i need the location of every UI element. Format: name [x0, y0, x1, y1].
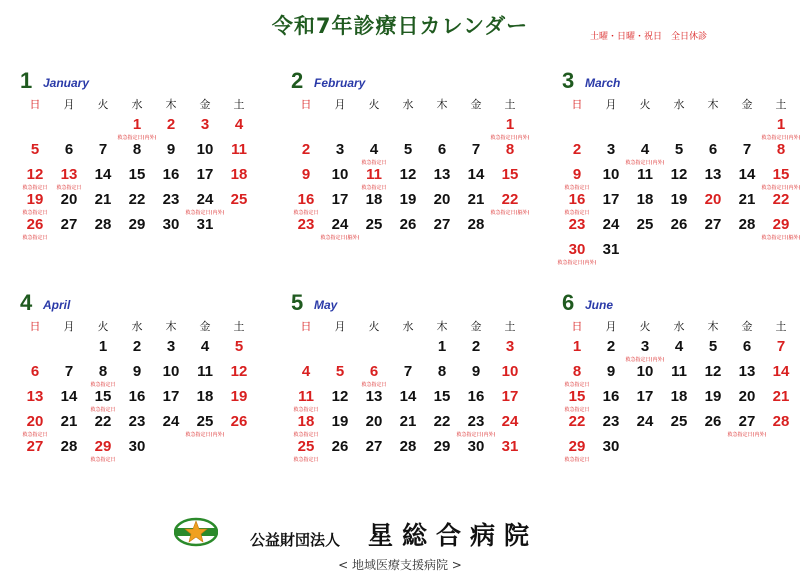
emergency-day-note: 救急指定日	[564, 382, 590, 388]
calendar-day: 23	[297, 216, 315, 233]
calendar-day: 21	[94, 191, 112, 208]
emergency-day-note: 救急指定日(内外)	[185, 210, 225, 216]
emergency-day-note: 救急指定日	[293, 457, 319, 463]
month-may	[289, 290, 547, 500]
calendar-day: 9	[166, 141, 176, 158]
calendar-day: 19	[26, 191, 44, 208]
calendar-day: 24	[196, 191, 214, 208]
calendar-day: 19	[704, 388, 722, 405]
calendar-day: 11	[671, 363, 687, 380]
calendar-day: 4	[674, 338, 684, 355]
calendar-day: 22	[433, 413, 451, 430]
calendar-day: 14	[772, 363, 790, 380]
calendar-day: 14	[738, 166, 756, 183]
calendar-day: 3	[166, 338, 176, 355]
calendar-day: 15	[568, 388, 586, 405]
calendar-day: 5	[403, 141, 413, 158]
calendar-day: 3	[505, 338, 515, 355]
calendar-day: 23	[467, 413, 485, 430]
calendar-day: 26	[704, 413, 722, 430]
emergency-day-note: 救急指定日(内外)	[761, 135, 800, 141]
calendar-day: 14	[399, 388, 417, 405]
calendar-day: 1	[98, 338, 108, 355]
calendar-day: 10	[196, 141, 214, 158]
calendar-day: 15	[433, 388, 451, 405]
weekday-header: 水	[131, 320, 143, 333]
emergency-day-note: 救急指定日	[293, 432, 319, 438]
calendar-day: 20	[433, 191, 451, 208]
calendar-day: 6	[437, 141, 447, 158]
calendar-day: 4	[200, 338, 210, 355]
calendar-day: 9	[572, 166, 582, 183]
month-name: March	[585, 76, 621, 90]
calendar-day: 27	[738, 413, 756, 430]
emergency-day-note: 救急指定日	[361, 185, 387, 191]
month-number: 4	[20, 290, 33, 315]
month-header	[289, 290, 547, 314]
calendar-day: 6	[30, 363, 40, 380]
weekday-header: 火	[368, 320, 380, 333]
calendar-day: 23	[162, 191, 180, 208]
month-header	[560, 68, 800, 92]
calendar-day: 14	[60, 388, 78, 405]
hospital-subtitle: < 地域医療支援病院 >	[338, 558, 462, 572]
weekday-header: 金	[470, 320, 482, 333]
calendar-day: 22	[94, 413, 112, 430]
calendar-day: 21	[738, 191, 756, 208]
calendar-day: 2	[301, 141, 311, 158]
calendar-day: 30	[568, 241, 586, 258]
emergency-day-note: 救急指定日(内外)	[625, 357, 665, 363]
weekday-header: 月	[63, 98, 75, 111]
emergency-day-note: 救急指定日	[90, 457, 116, 463]
calendar-day: 23	[128, 413, 146, 430]
calendar-day: 7	[403, 363, 413, 380]
calendar-day: 17	[196, 166, 214, 183]
weekday-header: 土	[504, 320, 516, 333]
emergency-day-note: 救急指定日(内外)	[625, 160, 665, 166]
calendar-day: 31	[196, 216, 214, 233]
calendar-day: 4	[640, 141, 650, 158]
month-june	[560, 290, 800, 500]
month-header	[18, 68, 276, 92]
calendar-day: 4	[301, 363, 311, 380]
calendar-day: 11	[298, 388, 314, 405]
calendar-day: 27	[365, 438, 383, 455]
emergency-day-note: 救急指定日	[22, 210, 48, 216]
calendar-day: 8	[132, 141, 142, 158]
calendar-day: 24	[162, 413, 180, 430]
weekday-header: 金	[199, 320, 211, 333]
hospital-name: 星総合病院	[368, 521, 539, 550]
weekday-header: 土	[233, 98, 245, 111]
calendar-day: 28	[738, 216, 756, 233]
calendar-day: 1	[132, 116, 142, 133]
weekday-header: 月	[63, 320, 75, 333]
calendar-day: 29	[433, 438, 451, 455]
emergency-day-note: 救急指定日(脳外)	[490, 210, 530, 216]
month-name: February	[314, 76, 366, 90]
calendar-day: 2	[132, 338, 142, 355]
calendar-day: 16	[602, 388, 620, 405]
calendar-day: 4	[234, 116, 244, 133]
calendar-day: 27	[433, 216, 451, 233]
calendar-day: 17	[636, 388, 654, 405]
calendar-day: 30	[602, 438, 620, 455]
calendar-day: 14	[94, 166, 112, 183]
month-number: 1	[20, 68, 33, 93]
calendar-day: 25	[297, 438, 315, 455]
calendar-day: 5	[674, 141, 684, 158]
calendar-day: 10	[501, 363, 519, 380]
weekday-header: 日	[571, 98, 583, 111]
calendar-day: 2	[471, 338, 481, 355]
emergency-day-note: 救急指定日(内外)	[557, 260, 597, 266]
month-number: 6	[562, 290, 575, 315]
emergency-day-note: 救急指定日	[564, 407, 590, 413]
weekday-header: 日	[571, 320, 583, 333]
calendar-day: 22	[568, 413, 586, 430]
calendar-day: 5	[234, 338, 244, 355]
calendar-day: 11	[637, 166, 653, 183]
calendar-day: 15	[772, 166, 790, 183]
calendar-day: 23	[568, 216, 586, 233]
weekday-header: 水	[131, 98, 143, 111]
weekday-header: 金	[741, 98, 753, 111]
month-january	[18, 68, 276, 278]
weekday-header: 金	[199, 98, 211, 111]
month-header	[18, 290, 276, 314]
calendar-day: 14	[467, 166, 485, 183]
calendar-day: 28	[772, 413, 790, 430]
calendar-day: 28	[94, 216, 112, 233]
calendar-day: 30	[467, 438, 485, 455]
emergency-day-note: 救急指定日	[361, 382, 387, 388]
calendar-day: 9	[606, 363, 616, 380]
calendar-day: 8	[437, 363, 447, 380]
calendar-day: 7	[471, 141, 481, 158]
calendar-day: 30	[162, 216, 180, 233]
calendar-day: 6	[369, 363, 379, 380]
calendar-day: 18	[297, 413, 315, 430]
calendar-day: 24	[501, 413, 519, 430]
calendar-day: 16	[467, 388, 485, 405]
calendar-day: 18	[230, 166, 248, 183]
calendar-day: 2	[606, 338, 616, 355]
emergency-day-note: 救急指定日	[293, 407, 319, 413]
calendar-day: 10	[636, 363, 654, 380]
month-number: 3	[562, 68, 575, 93]
calendar-day: 22	[772, 191, 790, 208]
calendar-day: 9	[471, 363, 481, 380]
weekday-header: 土	[775, 98, 787, 111]
emergency-day-note: 救急指定日	[293, 210, 319, 216]
month-number: 5	[291, 290, 304, 315]
emergency-day-note: 救急指定日(内外)	[727, 432, 767, 438]
calendar-day: 7	[776, 338, 786, 355]
emergency-day-note: 救急指定日(内外)	[117, 135, 157, 141]
calendar-day: 26	[331, 438, 349, 455]
weekday-header: 日	[29, 320, 41, 333]
calendar-day: 28	[60, 438, 78, 455]
emergency-day-note: 救急指定日	[22, 185, 48, 191]
calendar-day: 12	[399, 166, 417, 183]
calendar-day: 13	[433, 166, 451, 183]
weekday-header: 木	[707, 98, 719, 111]
calendar-day: 18	[636, 191, 654, 208]
calendar-day: 3	[606, 141, 616, 158]
emergency-day-note: 救急指定日(脳外)	[761, 235, 800, 241]
weekday-header: 月	[334, 98, 346, 111]
calendar-day: 8	[98, 363, 108, 380]
calendar-day: 7	[98, 141, 108, 158]
calendar-day: 7	[742, 141, 752, 158]
calendar-day: 24	[636, 413, 654, 430]
calendar-day: 27	[704, 216, 722, 233]
month-name: January	[43, 76, 90, 90]
month-header	[289, 68, 547, 92]
calendar-day: 11	[231, 141, 247, 158]
weekday-header: 土	[775, 320, 787, 333]
month-march	[557, 68, 800, 278]
calendar-day: 6	[64, 141, 74, 158]
calendar-day: 27	[60, 216, 78, 233]
weekday-header: 水	[402, 98, 414, 111]
calendar-day: 12	[331, 388, 349, 405]
weekday-header: 土	[504, 98, 516, 111]
month-header	[560, 290, 800, 314]
calendar-day: 3	[640, 338, 650, 355]
calendar-day: 25	[636, 216, 654, 233]
weekday-header: 火	[639, 98, 651, 111]
calendar-day: 15	[94, 388, 112, 405]
calendar-day: 28	[467, 216, 485, 233]
calendar-day: 15	[501, 166, 519, 183]
calendar-day: 1	[505, 116, 515, 133]
emergency-day-note: 救急指定日	[56, 185, 82, 191]
weekday-header: 火	[639, 320, 651, 333]
calendar-day: 16	[128, 388, 146, 405]
calendar-day: 21	[467, 191, 485, 208]
calendar-day: 31	[602, 241, 620, 258]
calendar-day: 3	[335, 141, 345, 158]
weekday-header: 日	[300, 98, 312, 111]
calendar-day: 20	[738, 388, 756, 405]
emergency-day-note: 救急指定日	[90, 407, 116, 413]
weekday-header: 水	[673, 98, 685, 111]
calendar-day: 11	[366, 166, 382, 183]
calendar-day: 24	[602, 216, 620, 233]
calendar-day: 2	[572, 141, 582, 158]
calendar-day: 16	[568, 191, 586, 208]
calendar-day: 20	[60, 191, 78, 208]
calendar-day: 1	[572, 338, 582, 355]
calendar-day: 7	[64, 363, 74, 380]
calendar-day: 16	[297, 191, 315, 208]
emergency-day-note: 救急指定日	[564, 210, 590, 216]
month-number: 2	[291, 68, 304, 93]
calendar-day: 12	[26, 166, 44, 183]
calendar-day: 29	[772, 216, 790, 233]
calendar-day: 19	[331, 413, 349, 430]
calendar-day: 10	[602, 166, 620, 183]
month-name: June	[585, 298, 614, 312]
calendar-day: 26	[26, 216, 44, 233]
month-april	[18, 290, 276, 500]
calendar-day: 25	[230, 191, 248, 208]
weekday-header: 木	[436, 98, 448, 111]
calendar-day: 19	[230, 388, 248, 405]
calendar-day: 5	[30, 141, 40, 158]
calendar-day: 13	[365, 388, 383, 405]
calendar-day: 23	[602, 413, 620, 430]
calendar-day: 8	[505, 141, 515, 158]
emergency-day-note: 救急指定日	[564, 457, 590, 463]
closed-days-legend: 土曜・日曜・祝日 全日休診	[590, 32, 708, 42]
calendar-day: 9	[301, 166, 311, 183]
calendar-day: 18	[670, 388, 688, 405]
calendar-day: 8	[776, 141, 786, 158]
emergency-day-note: 救急指定日	[22, 432, 48, 438]
calendar-day: 22	[501, 191, 519, 208]
calendar-day: 10	[162, 363, 180, 380]
calendar-day: 28	[399, 438, 417, 455]
emergency-day-note: 救急指定日	[90, 382, 116, 388]
weekday-header: 日	[300, 320, 312, 333]
emergency-day-note: 救急指定日(内外)	[490, 135, 530, 141]
weekday-header: 火	[97, 98, 109, 111]
calendar-day: 4	[369, 141, 379, 158]
weekday-header: 火	[368, 98, 380, 111]
weekday-header: 木	[165, 98, 177, 111]
calendar-day: 5	[708, 338, 718, 355]
calendar-day: 5	[335, 363, 345, 380]
page-title: 令和7年診療日カレンダー	[271, 14, 529, 38]
weekday-header: 水	[673, 320, 685, 333]
calendar-day: 21	[772, 388, 790, 405]
calendar-day: 27	[26, 438, 44, 455]
calendar-day: 3	[200, 116, 210, 133]
calendar-day: 6	[742, 338, 752, 355]
calendar-day: 19	[399, 191, 417, 208]
weekday-header: 月	[334, 320, 346, 333]
calendar-day: 18	[365, 191, 383, 208]
calendar-day: 9	[132, 363, 142, 380]
calendar-day: 15	[128, 166, 146, 183]
weekday-header: 金	[741, 320, 753, 333]
calendar-day: 26	[399, 216, 417, 233]
calendar-day: 17	[602, 191, 620, 208]
calendar-day: 11	[197, 363, 213, 380]
calendar-day: 21	[399, 413, 417, 430]
calendar-day: 13	[704, 166, 722, 183]
calendar-day: 30	[128, 438, 146, 455]
calendar-day: 12	[704, 363, 722, 380]
calendar-day: 26	[670, 216, 688, 233]
calendar-day: 25	[365, 216, 383, 233]
calendar-day: 25	[670, 413, 688, 430]
month-name: April	[43, 298, 71, 312]
calendar-day: 20	[365, 413, 383, 430]
emergency-day-note: 救急指定日(脳外)	[320, 235, 360, 241]
weekday-header: 土	[233, 320, 245, 333]
calendar-day: 20	[704, 191, 722, 208]
month-name: May	[314, 298, 338, 312]
calendar-day: 31	[501, 438, 519, 455]
calendar-day: 29	[128, 216, 146, 233]
calendar-day: 29	[94, 438, 112, 455]
emergency-day-note: 救急指定日	[22, 235, 48, 241]
weekday-header: 金	[470, 98, 482, 111]
calendar-day: 12	[230, 363, 248, 380]
calendar-day: 24	[331, 216, 349, 233]
emergency-day-note: 救急指定日	[564, 185, 590, 191]
calendar-day: 10	[331, 166, 349, 183]
calendar-day: 13	[26, 388, 44, 405]
calendar-day: 26	[230, 413, 248, 430]
calendar-day: 21	[60, 413, 78, 430]
calendar-day: 6	[708, 141, 718, 158]
calendar-day: 25	[196, 413, 214, 430]
calendar-day: 13	[738, 363, 756, 380]
calendar-day: 20	[26, 413, 44, 430]
calendar-day: 29	[568, 438, 586, 455]
emergency-day-note: 救急指定日	[361, 160, 387, 166]
weekday-header: 木	[707, 320, 719, 333]
weekday-header: 月	[605, 98, 617, 111]
calendar-day: 19	[670, 191, 688, 208]
emergency-day-note: 救急指定日(内外)	[761, 185, 800, 191]
calendar-day: 17	[501, 388, 519, 405]
calendar-day: 12	[670, 166, 688, 183]
calendar-day: 22	[128, 191, 146, 208]
weekday-header: 水	[402, 320, 414, 333]
weekday-header: 木	[436, 320, 448, 333]
hospital-logo	[174, 517, 218, 547]
calendar-day: 1	[776, 116, 786, 133]
weekday-header: 月	[605, 320, 617, 333]
calendar-day: 1	[437, 338, 447, 355]
calendar-day: 18	[196, 388, 214, 405]
emergency-day-note: 救急指定日(内外)	[185, 432, 225, 438]
calendar-day: 17	[162, 388, 180, 405]
calendar-day: 16	[162, 166, 180, 183]
calendar-day: 17	[331, 191, 349, 208]
weekday-header: 木	[165, 320, 177, 333]
hospital-prefix: 公益財団法人	[250, 531, 341, 549]
calendar-day: 13	[60, 166, 78, 183]
weekday-header: 日	[29, 98, 41, 111]
weekday-header: 火	[97, 320, 109, 333]
calendar-day: 2	[166, 116, 176, 133]
month-february	[289, 68, 547, 278]
emergency-day-note: 救急指定日(内外)	[456, 432, 496, 438]
calendar-day: 8	[572, 363, 582, 380]
